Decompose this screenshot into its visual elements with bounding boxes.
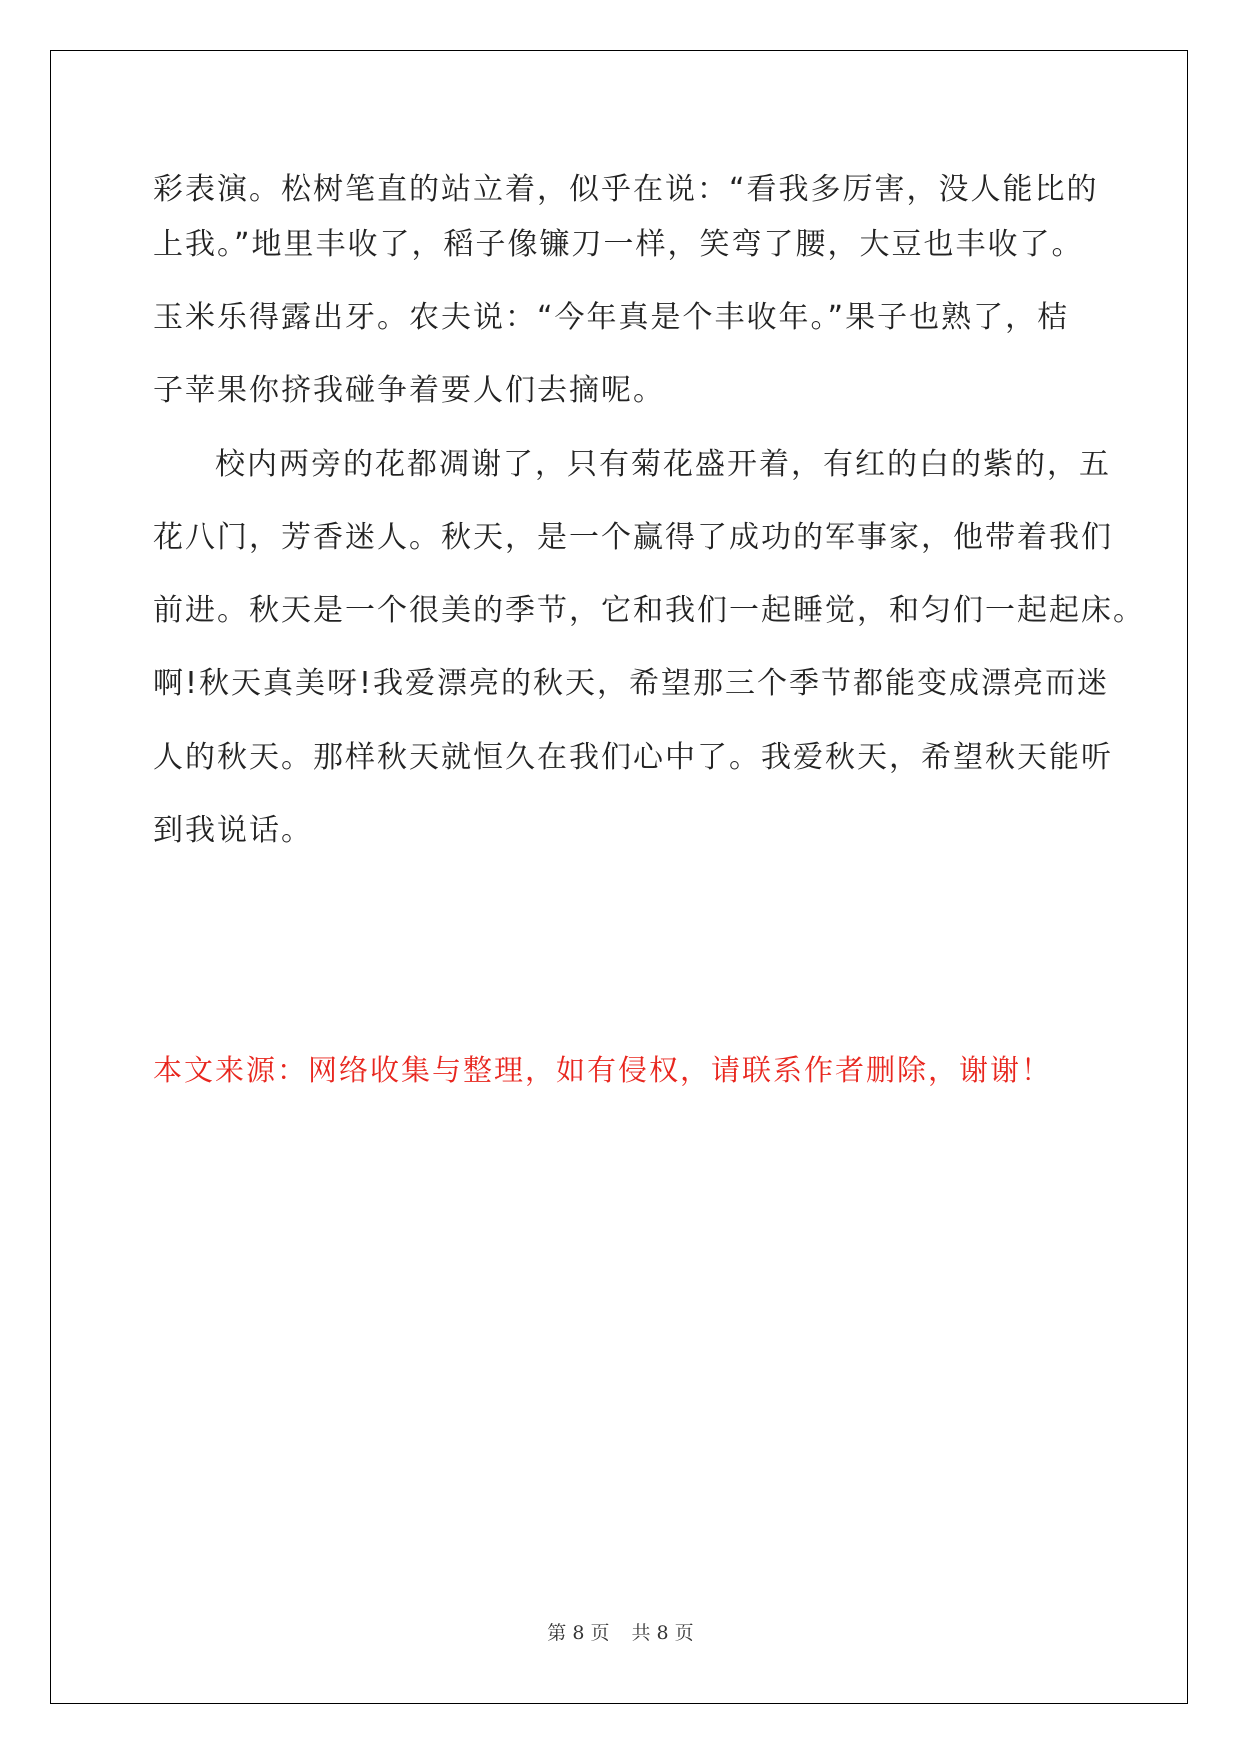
body-line: 前进。秋天是一个很美的季节，它和我们一起睡觉，和匀们一起起床。 <box>153 593 1145 628</box>
body-line: 彩表演。松树笔直的站立着，似乎在说：“看我多厉害，没人能比的 <box>153 172 1099 207</box>
body-line: 上我。”地里丰收了，稻子像镰刀一样，笑弯了腰，大豆也丰收了。 <box>153 227 1084 262</box>
page-total: 共 8 页 <box>631 1622 694 1644</box>
body-line: 人的秋天。那样秋天就恒久在我们心中了。我爱秋天，希望秋天能听 <box>153 740 1113 775</box>
body-line: 到我说话。 <box>153 813 313 848</box>
page-footer <box>0 1618 1241 1645</box>
body-line: 花八门，芳香迷人。秋天，是一个赢得了成功的军事家，他带着我们 <box>153 520 1113 555</box>
paragraph-first-line: 校内两旁的花都凋谢了，只有菊花盛开着，有红的白的紫的，五 <box>215 447 1111 482</box>
body-line: 啊!秋天真美呀!我爱漂亮的秋天，希望那三个季节都能变成漂亮而迷 <box>153 666 1110 701</box>
page-number: 第 8 页 <box>547 1622 610 1644</box>
body-line: 子苹果你挤我碰争着要人们去摘呢。 <box>153 373 665 408</box>
body-line: 玉米乐得露出牙。农夫说：“今年真是个丰收年。”果子也熟了，桔 <box>153 300 1070 335</box>
source-note: 本文来源：网络收集与整理，如有侵权，请联系作者删除，谢谢！ <box>153 1053 1053 1087</box>
